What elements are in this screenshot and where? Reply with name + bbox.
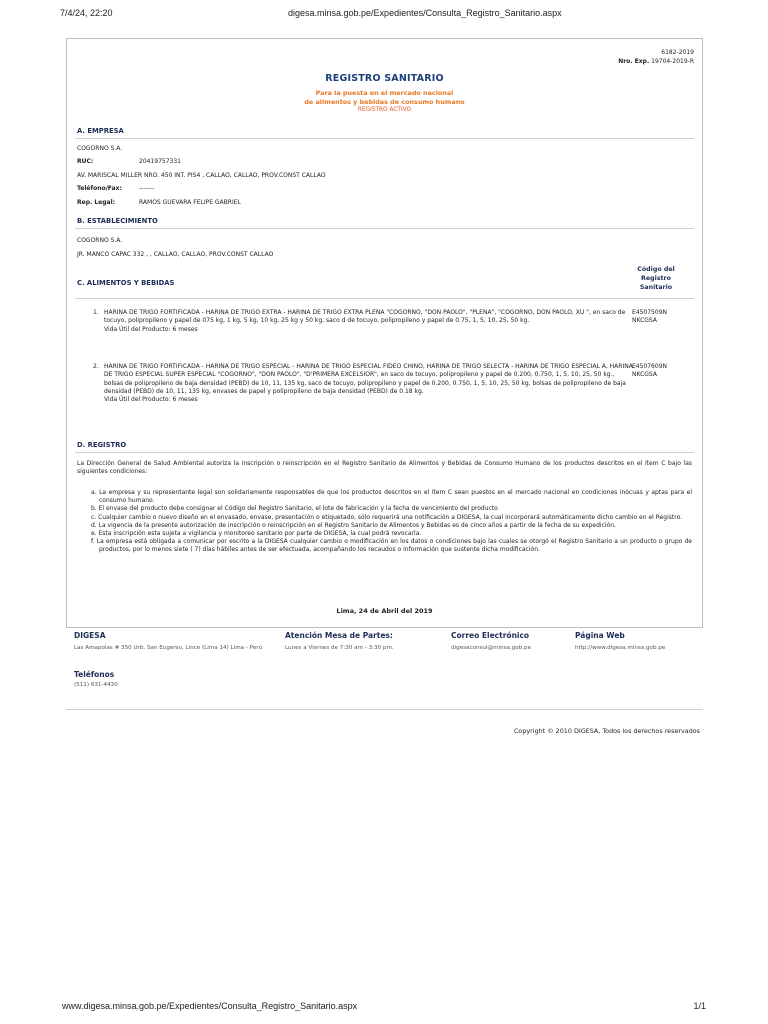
product-item-2 <box>93 363 633 423</box>
product-description <box>104 309 634 334</box>
status-badge: REGISTRO ACTIVO <box>357 107 412 113</box>
phone-value: ------- <box>139 185 155 192</box>
condition-item: d. La vigencia de la presente autorización de inscripción o reinscripción en el Registro Sanitario de Alimentos y Bebidas es de cinco años a partir de la fecha de su expedición. <box>91 521 616 529</box>
condition-item: b. El envase del producto debe consignar el Código del Registro Sanitario, el lote de fabricación y la fecha de vencimiento del producto <box>91 505 498 513</box>
exp-value: 19704-2019-R <box>651 57 694 65</box>
condition-item: c. Cualquier cambio o nuevo diseño en el envasado, envase, presentación o etiquetado, sólo requerirá una notificación a DIGESA, la cual incorporará automáticamente dicho cambio en el Registro. <box>91 513 683 521</box>
footer-telefonos <box>74 670 274 689</box>
product-text: HARINA DE TRIGO FORTIFICADA - HARINA DE TRIGO EXTRA - HARINA DE TRIGO EXTRA PLENA "COGORNO, "DON PAOLO", "PLENA", "COGORNO, DON PAOLO, XU ", en saco de tocuyo, polipropileno y papel de 075 kg, 1 kg, 5 kg, 10 kg, 25 kg y 50 kg, saco d de tocuyo, polipropileno y papel de 0.75, 1, 5, 10, 25, 50 kg. <box>104 309 626 325</box>
rep-legal-label: Rep. Legal: <box>77 199 116 206</box>
product-number: 1. <box>93 309 99 316</box>
print-datetime: 7/4/24, 22:20 <box>60 8 113 18</box>
divider <box>75 138 694 139</box>
footer-digesa <box>74 631 274 652</box>
footer-telefonos-number: (511) 631-4430 <box>74 682 118 688</box>
empresa-address: AV. MARISCAL MILLER NRO. 450 INT. PIS4 , CALLAO, CALLAO, PROV.CONST CALLAO <box>77 172 326 179</box>
product-life: Vida Útil del Producto: 6 meses <box>104 396 198 404</box>
section-empresa-heading: A. EMPRESA <box>77 127 124 135</box>
section-establecimiento-heading: B. ESTABLECIMIENTO <box>77 217 158 225</box>
issue-date: Lima, 24 de Abril del 2019 <box>336 607 433 615</box>
footer-correo <box>451 631 571 652</box>
ruc-value: 20419757331 <box>139 158 181 165</box>
conditions-list <box>91 489 692 555</box>
footer-mesa-heading: Atención Mesa de Partes: <box>285 631 393 640</box>
footer-web-link[interactable]: http://www.digesa.minsa.gob.pe <box>575 645 666 651</box>
condition-item: a. La empresa y su representante legal son solidariamente responsables de que los productos descritos en el ítem C sean puestos en el mercado nacional en condiciones inócuas y aptas para el consumo humano. <box>91 489 692 505</box>
product-text: HARINA DE TRIGO FORTIFICADA - HARINA DE TRIGO ESPECIAL - HARINA DE TRIGO ESPECIAL FIDEO CHINO, HARINA DE TRIGO SELECTA - HARINA DE TRIGO ESPECIAL A, HARINA DE TRIGO ESPECIAL SUPER ESPECIAL "COGORNO", "DON PAOLO", "D'PRIMERA EXCELSIOR", en saco de tocuyo, polipropileno y papel de 0.200, 0.750, 1, 5, 10, 25, 50 kg., bolsas de polipropileno de baja densidad (PEBD) de 10, 11, 135 kg, saco de tocuyo, polipropileno y papel de 0.200, 0.750, 1, 5, 10, 25, 50 kg, bolsas de polipropileno de baja densidad (PEBD) de 10, 11, 135 kg, envases de papel y polipropileno de baja densidad (PEBD) de 0.18 kg. <box>104 363 633 395</box>
registro-sheet <box>66 38 703 628</box>
product-code-2: E4507609N NKCGSA <box>632 363 668 379</box>
page-title: REGISTRO SANITARIO <box>325 73 444 84</box>
divider <box>75 298 694 299</box>
establecimiento-name: COGORNO S.A. <box>77 237 123 244</box>
establecimiento-address: JR. MANCO CAPAC 332 , , CALLAO, CALLAO, PROV.CONST CALLAO <box>77 251 274 258</box>
footer-web <box>575 631 703 652</box>
product-number: 2. <box>93 363 99 370</box>
phone-label: Teléfono/Fax: <box>77 185 122 192</box>
expediente-line <box>618 58 694 67</box>
registro-code: 6182-2019 <box>661 49 694 56</box>
print-footer <box>0 1001 768 1015</box>
expediente-info <box>618 49 694 66</box>
divider <box>75 452 694 453</box>
product-item-1 <box>93 309 633 349</box>
footer-mesa-partes <box>285 631 435 652</box>
footer-divider <box>66 709 703 710</box>
footer-digesa-address: Las Amapolas # 350 Urb. San Eugenio, Lince (Lima 14) Lima - Perú <box>74 645 263 651</box>
footer-correo-heading: Correo Electrónico <box>451 631 530 640</box>
registro-intro: La Dirección General de Salud Ambiental autoriza la inscripción o reinscripción en el Registro Sanitario de Alimentos y Bebidas de Consumo Humano de los productos descritos en el ítem C bajo las siguientes condiciones: <box>77 460 692 476</box>
print-url: digesa.minsa.gob.pe/Expedientes/Consulta_Registro_Sanitario.aspx <box>288 8 562 18</box>
footer-web-heading: Página Web <box>575 631 625 640</box>
ruc-label: RUC: <box>77 158 94 165</box>
section-registro-heading: D. REGISTRO <box>77 441 127 449</box>
code-column-header: Código del Registro Sanitario <box>637 266 675 291</box>
section-alimentos-heading: C. ALIMENTOS Y BEBIDAS <box>77 279 175 287</box>
subtitle-line-2: de alimentos y bebidas de consumo humano <box>304 98 465 106</box>
product-life: Vida Útil del Producto: 6 meses <box>104 325 198 333</box>
product-description <box>104 363 634 404</box>
condition-item: e. Esta inscripción esta sujeta a vigilancia y monitoreo sanitario por parte de DIGESA, la cual podrá revocarla. <box>91 530 422 538</box>
copyright: Copyright © 2010 DIGESA, Todos los derechos reservados <box>513 727 700 735</box>
print-page-number: 1/1 <box>693 1001 706 1011</box>
footer-mesa-hours: Lunes a Viernes de 7:30 am - 3:30 pm. <box>285 645 394 651</box>
footer-email-link[interactable]: digesaconsul@minsa.gob.pe <box>451 645 532 651</box>
footer-digesa-heading: DIGESA <box>74 631 106 640</box>
divider <box>75 228 694 229</box>
print-footer-url: www.digesa.minsa.gob.pe/Expedientes/Consulta_Registro_Sanitario.aspx <box>62 1001 358 1011</box>
empresa-name: COGORNO S.A. <box>77 145 123 152</box>
print-header <box>0 8 768 22</box>
rep-legal-value: RAMOS GUEVARA FELIPE GABRIEL <box>139 199 241 206</box>
condition-item: f. La empresa está obligada a comunicar por escrito a la DIGESA cualquier cambio o modificación en los datos o condiciones bajo las cuales se otorgó el Registro Sanitario a un producto o grupo de productos, por lo menos siete ( 7) días hábiles antes de ser efectuada, acompañando los recaudos o información que sustente dicha modificación. <box>91 538 692 554</box>
footer-telefonos-heading: Teléfonos <box>74 670 115 679</box>
exp-label: Nro. Exp. <box>618 57 650 65</box>
subtitle-line-1: Para la puesta en el mercado nacional <box>315 89 454 97</box>
product-code-1: E4507509N NKCGSA <box>632 309 668 325</box>
